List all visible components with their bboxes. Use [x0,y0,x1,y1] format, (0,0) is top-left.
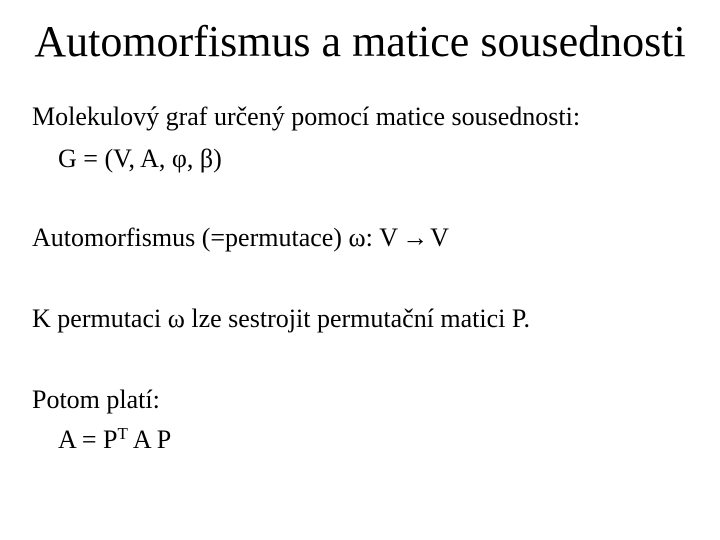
equation-end: A P [127,425,172,454]
slide-title: Automorfismus a matice sousednosti [34,17,686,66]
equation-start: A = P [58,425,118,454]
text-line-automorphism [32,222,449,254]
text-line-matrix-equation [58,424,171,456]
transpose-superscript: T [117,424,128,443]
text-line-graph-definition: Molekulový graf určený pomocí matice sousednosti: [32,102,581,131]
text-line-permutation-matrix: K permutaci ω lze sestrojit permutační matici P. [32,304,530,333]
text-line-then-holds: Potom platí: [32,385,160,414]
automorphism-text: Automorfismus (=permutace) ω: V [32,223,399,252]
automorphism-target: V [430,223,449,252]
right-arrow-icon: → [402,223,429,252]
text-line-graph-formula: G = (V, A, φ, β) [58,144,222,173]
